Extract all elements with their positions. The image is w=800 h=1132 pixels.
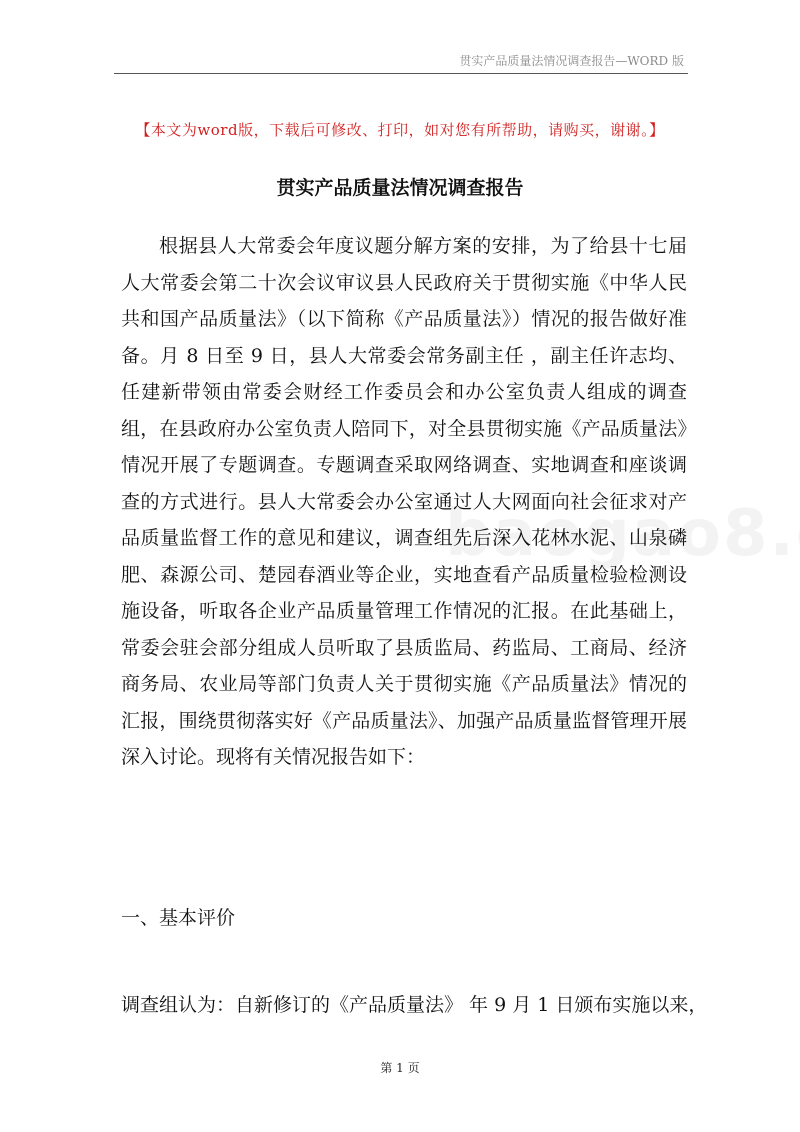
page-number: 第 1 页 <box>380 1061 420 1075</box>
section-heading-basic-evaluation: 一、基本评价 <box>121 907 236 929</box>
paragraph-intro: 根据县人大常委会年度议题分解方案的安排，为了给县十七届人大常委会第二十次会议审议县人民政府关于贯彻实施《中华人民共和国产品质量法》（以下简称《产品质量法》）情况的报告做好准备。月 8 日至 9 日，县人大常委会常务副主任 ，副主任许志均、任建新带领由常委会财经工作委员会和办公室负责人组成的调查组，在县政府办公室负责人陪同下，对全县贯彻实施《产品质量法》情况开展了专题调查。专题调查采取网络调查、实地调查和座谈调查的方式进行。县人大常委会办公室通过人大网面向社会征求对产品质量监督工作的意见和建议，调查组先后深入花林水泥、山泉磷肥、森源公司、楚园春酒业等企业，实地查看产品质量检验检测设施设备，听取各企业产品质量管理工作情况的汇报。在此基础上，常委会驻会部分组成人员听取了县质监局、药监局、工商局、经济商务局、农业局等部门负责人关于贯彻实施《产品质量法》情况的汇报，围绕贯彻落实好《产品质量法》、加强产品质量监督管理开展深入讨论。现将有关情况报告如下： <box>121 235 687 768</box>
header-divider <box>114 73 688 74</box>
paragraph-evaluation: 调查组认为：自新修订的《产品质量法》 年 9 月 1 日颁布实施以来， <box>121 994 708 1016</box>
download-notice: 【本文为word版，下载后可修改、打印，如对您有所帮助，请购买，谢谢。】 <box>135 121 665 139</box>
document-title: 贯实产品质量法情况调查报告 <box>276 177 524 199</box>
watermark <box>445 497 800 571</box>
running-header: 贯实产品质量法情况调查报告—WORD 版 <box>459 54 684 68</box>
